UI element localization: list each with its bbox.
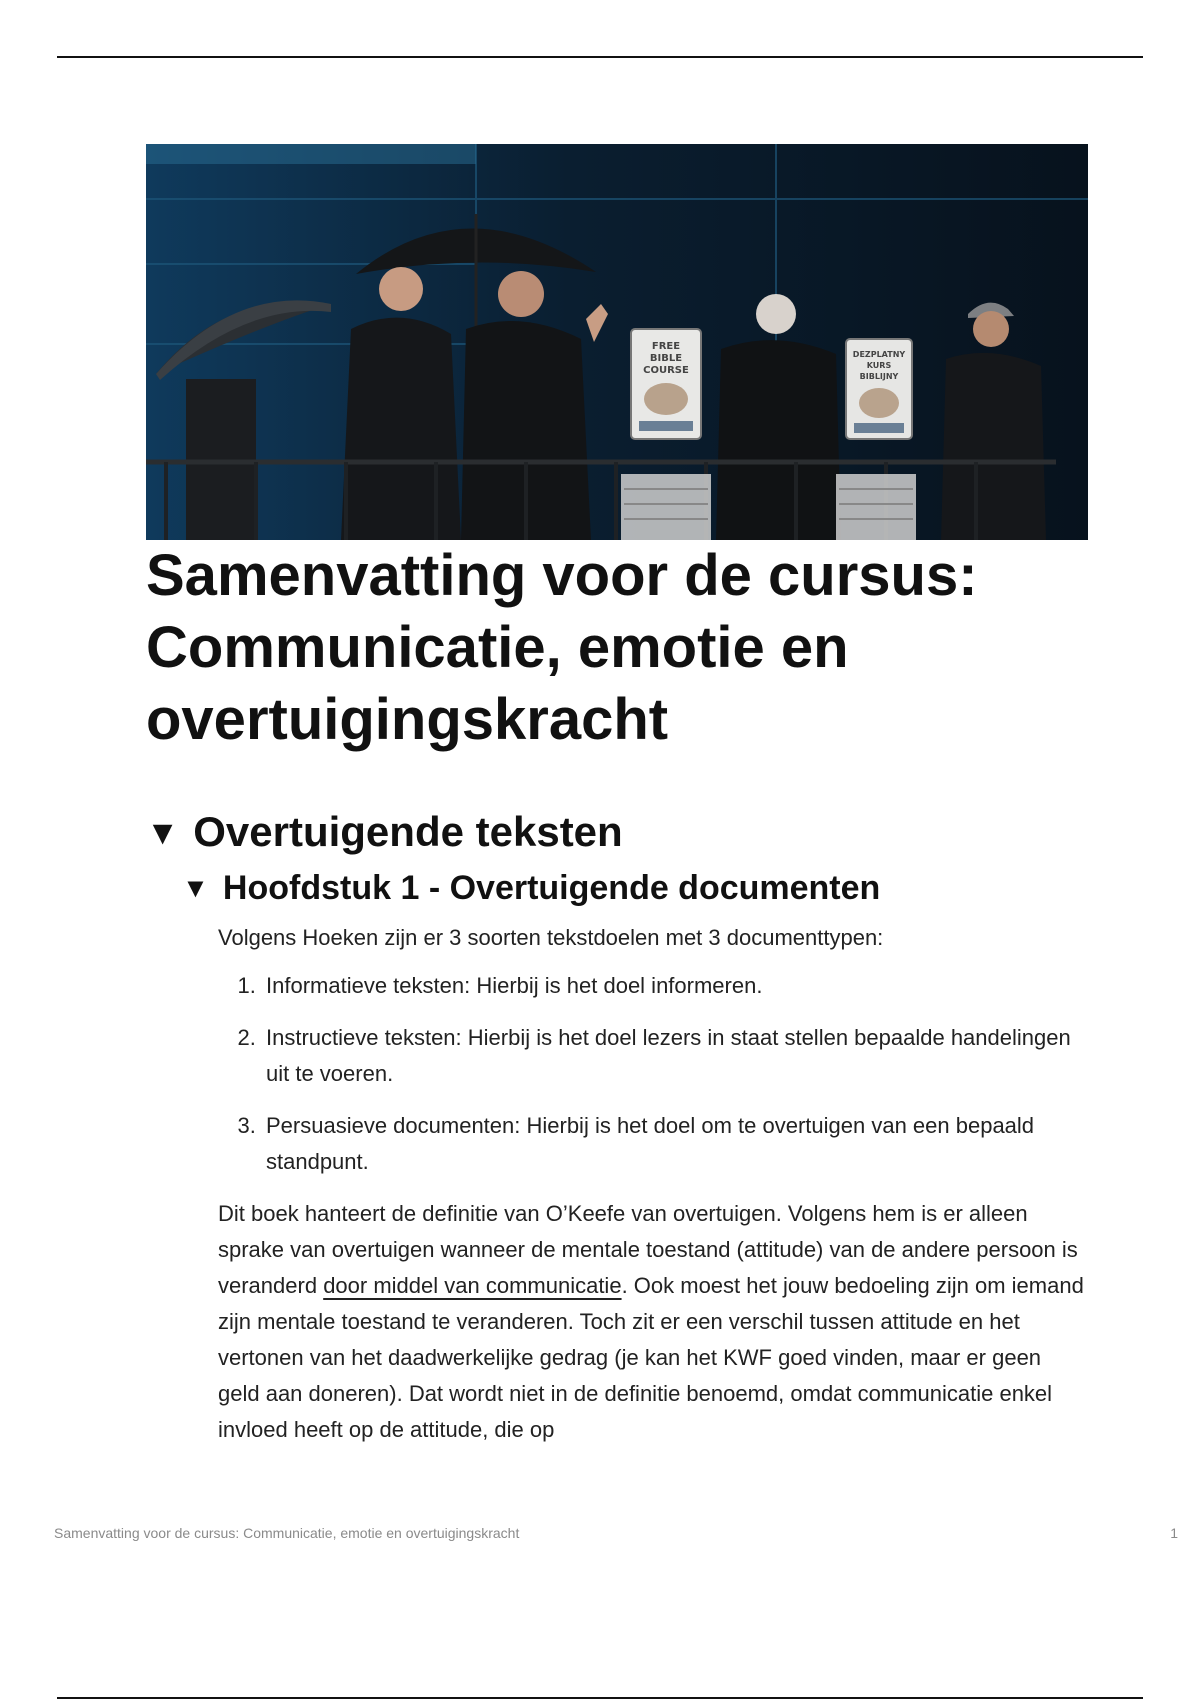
subsection-heading-text: Hoofdstuk 1 - Overtuigende documenten [222, 869, 881, 907]
document-types-list [218, 968, 1088, 1180]
inline-link[interactable]: door middel van communicatie [323, 1273, 622, 1298]
sign-left-line-1: FREE [651, 341, 681, 352]
sign-right-line-1: DEZPLATNY [852, 350, 906, 359]
body-paragraph-part-2: . Ook moest het jouw bedoeling zijn om iemand zijn mentale toestand te veranderen. Toch zit er een verschil tussen attitude en het vertonen van het daadwerkelijke gedrag (je kan het KWF goed vinden, maar er geen geld aan doneren). Dat wordt niet in de definitie benoemd, omdat communicatie enkel invloed heeft op de attitude, die op [218, 1273, 1084, 1442]
list-item: 2. Instructieve teksten: Hierbij is het doel lezers in staat stellen bepaalde handelingen uit te voeren. [262, 1020, 1088, 1092]
hero-photo-illustration [146, 144, 1088, 540]
triangle-down-icon[interactable]: ▼ [182, 872, 209, 903]
page-number: 1 [1170, 1525, 1178, 1541]
list-item: 1. Informatieve teksten: Hierbij is het doel informeren. [262, 968, 1088, 1004]
section-content [218, 920, 1088, 1448]
sign-left-line-2: BIBLE [649, 353, 683, 364]
footer-title: Samenvatting voor de cursus: Communicatie, emotie en overtuigingskracht [54, 1525, 520, 1541]
top-rule [57, 56, 1143, 58]
sign-right-line-2: KURS [866, 361, 892, 370]
triangle-down-icon[interactable]: ▼ [146, 815, 180, 852]
page-footer [54, 1525, 1178, 1541]
section-heading-text: Overtuigende teksten [193, 808, 623, 855]
intro-paragraph: Volgens Hoeken zijn er 3 soorten tekstdoelen met 3 documenttypen: [218, 925, 884, 950]
bottom-rule [57, 1697, 1143, 1699]
page-title: Samenvatting voor de cursus: Communicatie, emotie en overtuigingskracht [146, 543, 978, 752]
body-paragraph-part-1: Dit boek hanteert de definitie van O’Keefe van overtuigen. Volgens hem is er alleen sprake van overtuigen wanneer de mentale toestand (attitude) van de andere persoon is veranderd [218, 1201, 1078, 1298]
list-item: 3. Persuasieve documenten: Hierbij is het doel om te overtuigen van een bepaald standpunt. [262, 1108, 1088, 1180]
sign-left-line-3: COURSE [643, 365, 689, 376]
subsection-heading[interactable] [182, 864, 880, 912]
sign-right-line-3: BIBLIJNY [859, 372, 899, 381]
body-paragraph [218, 1196, 1088, 1448]
section-heading[interactable] [146, 802, 623, 864]
hero-photo [146, 144, 1088, 540]
